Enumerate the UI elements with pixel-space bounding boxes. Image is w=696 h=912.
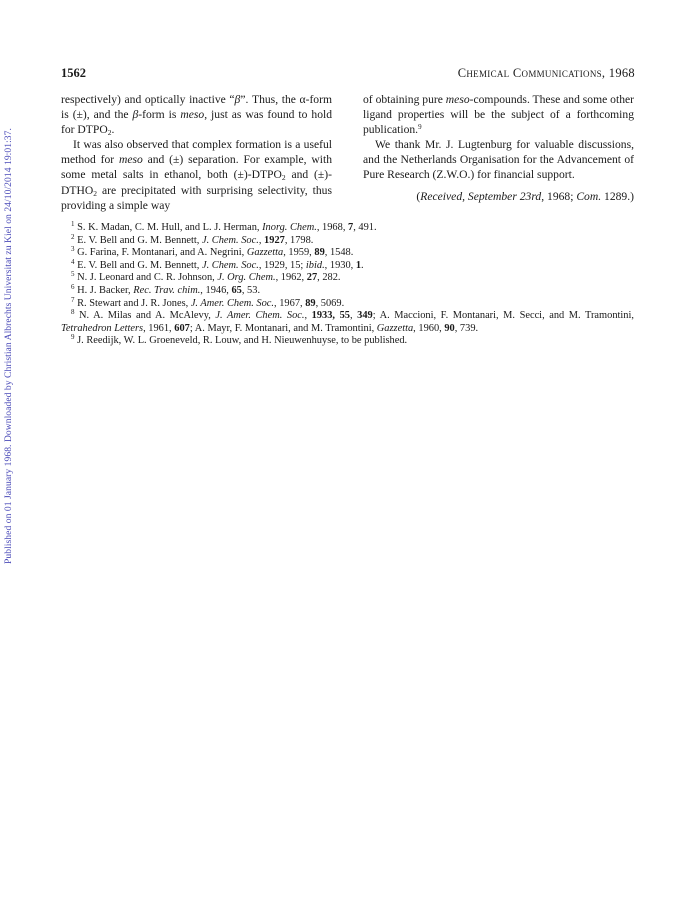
subscript: 2	[281, 173, 286, 183]
text-run: .	[361, 259, 364, 271]
acknowledgement-paragraph: We thank Mr. J. Lugtenburg for valuable discussions, and the Netherlands Organisation for the Advancement of Pure Research (Z.W.O.) for financial support.	[363, 138, 634, 182]
text-run: , 1959,	[283, 247, 315, 259]
text-run: ; A. Mayr, F. Montanari, and M. Tramontini,	[189, 322, 377, 334]
ref-authors: G. Farina, F. Montanari, and A. Negrini,	[74, 247, 247, 259]
ref-volume: 1	[355, 259, 362, 271]
text-run: , 53.	[241, 284, 261, 296]
text-run: of obtaining pure	[363, 93, 446, 106]
text-run: ; A. Maccioni, F. Montanari, M. Secci, and M. Tramontini,	[372, 310, 634, 322]
reference-6	[61, 282, 634, 298]
text-run: .	[111, 123, 115, 137]
text-run: , 1968;	[541, 189, 577, 203]
com-label: Com.	[576, 189, 602, 203]
ref-journal: Tetrahedron Letters	[61, 322, 144, 334]
publication-watermark: Published on 01 January 1968. Downloaded by Christian Albrechts Universitat zu Kiel on 24/10/2014 19:01:37.	[3, 128, 14, 564]
ref-authors: S. K. Madan, C. M. Hull, and L. J. Herman,	[74, 222, 263, 233]
ref-volume: 89	[305, 297, 316, 309]
ref-journal: Gazzetta	[246, 247, 284, 259]
ref-volume: 1933, 55	[311, 310, 350, 322]
text-run: ”. Thus, the α-form is (±), and the	[61, 93, 332, 122]
text-run: respectively) and optically inactive “	[61, 93, 235, 106]
subscript: 2	[107, 128, 112, 138]
received-date	[363, 189, 634, 204]
footnote-marker: 9	[418, 123, 422, 132]
ref-page: 349	[357, 310, 373, 322]
text-run: -compounds. These and some other ligand properties will be the subject of a forthcoming publication.	[363, 93, 634, 137]
reference-7	[61, 295, 634, 311]
text-run: It was also observed that complex formation is a useful method for	[61, 138, 332, 167]
reference-4	[61, 257, 634, 273]
italic-term: meso	[180, 108, 205, 122]
ref-number: 7	[71, 295, 75, 304]
ref-journal: J. Chem. Soc.	[201, 234, 259, 246]
text-run: , 1798.	[284, 234, 314, 246]
text-run: , 1548.	[324, 247, 354, 259]
ref-number: 6	[71, 282, 75, 291]
text-run: , 282.	[317, 272, 341, 284]
ref-authors: H. J. Backer,	[74, 284, 134, 296]
ref-authors: R. Stewart and J. R. Jones,	[74, 297, 191, 309]
left-paragraph-2	[61, 137, 332, 212]
greek-beta: β	[234, 93, 241, 106]
text-run: , 5069.	[315, 297, 345, 309]
ref-ibid: ibid.	[305, 259, 325, 271]
italic-term: meso	[445, 93, 470, 106]
text-run: , 1930,	[324, 259, 356, 271]
text-run: , 1960,	[413, 322, 445, 334]
text-run: , 1961,	[143, 322, 175, 334]
text-run: -form is	[138, 108, 181, 122]
text-run: and (±) separation. For example, with some metal salts in ethanol, both (±)-DTPO	[61, 153, 332, 182]
ref-journal: J. Amer. Chem. Soc.	[190, 297, 275, 309]
reference-9	[61, 335, 634, 348]
references-list	[61, 222, 634, 348]
text-run: , 1946,	[200, 284, 232, 296]
page-number: 1562	[61, 66, 86, 80]
ref-volume: 65	[231, 284, 242, 296]
text-run: , 1929, 15;	[258, 259, 306, 271]
left-column	[61, 92, 332, 213]
subscript: 2	[93, 188, 97, 198]
text-run: ,	[304, 310, 312, 322]
ref-number: 9	[71, 333, 75, 342]
reference-3	[61, 247, 634, 260]
ref-volume: 607	[174, 322, 190, 334]
ref-number: 5	[71, 270, 75, 279]
right-column	[363, 92, 634, 204]
ref-number: 2	[71, 232, 75, 241]
ref-journal: Inorg. Chem.	[262, 222, 317, 233]
text-run: , 1967,	[274, 297, 306, 309]
text-run: , just as was found to hold for DTPO	[61, 108, 333, 137]
ref-number: 4	[71, 257, 75, 266]
ref-journal: J. Amer. Chem. Soc.	[215, 310, 305, 322]
text-run: , 1968,	[316, 222, 349, 233]
ref-authors: E. V. Bell and G. M. Bennett,	[74, 234, 202, 246]
italic-term: meso	[118, 153, 143, 167]
journal-running-head: Chemical Communications, 1968	[457, 66, 635, 80]
text-run: and (±)-DTHO	[61, 168, 332, 197]
ref-journal: Gazzetta	[376, 322, 414, 334]
ref-text: J. Reedijk, W. L. Groeneveld, R. Louw, and H. Nieuwenhuyse, to be published.	[74, 335, 408, 347]
ref-authors: N. J. Leonard and C. R. Johnson,	[74, 272, 218, 284]
ref-volume: 90	[444, 322, 455, 334]
ref-authors: E. V. Bell and G. M. Bennett,	[74, 259, 202, 271]
reference-8	[61, 310, 634, 335]
ref-journal: J. Chem. Soc.	[201, 259, 259, 271]
text-run: , 739.	[454, 322, 479, 334]
ref-journal: Rec. Trav. chim.	[133, 284, 201, 296]
reference-2	[61, 232, 634, 248]
ref-volume: 27	[306, 272, 318, 284]
ref-number: 1	[71, 220, 75, 228]
text-run: 1289.)	[601, 189, 634, 203]
ref-volume: 7	[348, 222, 354, 233]
text-run: ,	[349, 310, 358, 322]
text-run: (	[416, 189, 421, 203]
text-run: , 1962,	[275, 272, 307, 284]
text-run: ,	[258, 234, 265, 246]
ref-number: 8	[71, 308, 75, 317]
right-paragraph-1	[363, 92, 634, 137]
received-label: Received, September 23rd	[420, 189, 542, 203]
ref-volume: 89	[314, 247, 325, 259]
ref-authors: N. A. Milas and A. McAlevy,	[74, 310, 216, 322]
left-paragraph-1	[61, 92, 332, 137]
ref-journal: J. Org. Chem.	[217, 272, 276, 284]
greek-beta: β	[132, 108, 139, 122]
ref-number: 3	[71, 245, 75, 254]
text-run: , 491.	[353, 222, 377, 233]
reference-5	[61, 272, 634, 285]
ref-volume: 1927	[264, 234, 285, 246]
reference-1	[61, 222, 634, 235]
text-run: are precipitated with surprising selectivity, thus providing a simple way	[61, 183, 332, 212]
